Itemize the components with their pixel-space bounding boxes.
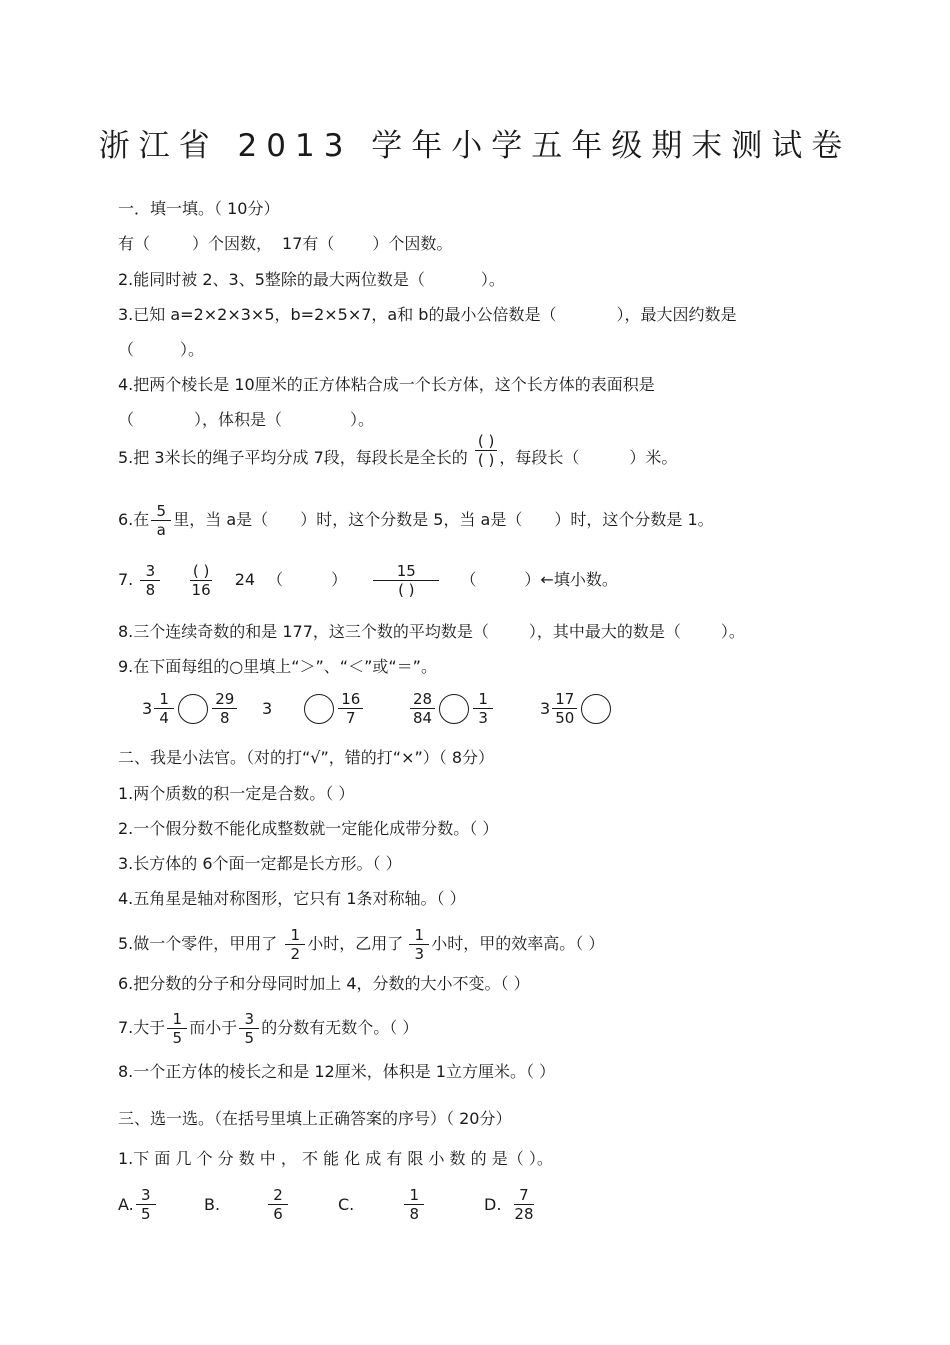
section-1-header: 一．填一填。（ 10分） — [118, 199, 280, 218]
fraction-3-8: $\frac{3}{8}$ — [140, 562, 160, 599]
document-title: 浙江省 2013 学年小学五年级期末测试卷 — [98, 128, 852, 164]
question-1-7: 7. $\frac{3}{8}$ $\frac{( )}{16}$ 24 （ ） $\frac{15}{( )}$ （ ）←填小数。 — [118, 562, 618, 599]
question-2-6: 6.把分数的分子和分母同时加上 4，分数的大小不变。（ ） — [118, 974, 530, 993]
question-2-7: 7.大于 $\frac{1}{5}$ 而小于 $\frac{3}{5}$ 的分数有无数个。（ ） — [118, 1010, 419, 1047]
compare-group-1: 3 $\frac{1}{4}$ $\frac{29}{8}$ — [142, 690, 239, 727]
question-1-0: 有（ ）个因数， 17有（ ）个因数。 — [118, 234, 453, 253]
section-3-header: 三、选一选。（在括号里填上正确答案的序号）（ 20分） — [118, 1109, 512, 1128]
question-1-6: 6.在 $\frac{5}{a}$ 里，当 a是（ ）时，这个分数是 5，当 a是（ ）时，这个分数是 1。 — [118, 502, 714, 539]
compare-circle[interactable] — [304, 694, 334, 724]
question-1-2: 2.能同时被 2、3、5整除的最大两位数是（ ）。 — [118, 270, 505, 289]
question-3-1: 1.下 面 几 个 分 数 中 ， 不 能 化 成 有 限 小 数 的 是（ ）。 — [118, 1149, 553, 1168]
question-1-4: 4.把两个棱长是 10厘米的正方体粘合成一个长方体，这个长方体的表面积是 — [118, 375, 655, 394]
compare-group-2: 3 $\frac{16}{7}$ — [262, 690, 365, 727]
question-1-4-cont: （ ），体积是（ ）。 — [118, 410, 375, 429]
compare-circle[interactable] — [178, 694, 208, 724]
question-2-4: 4.五角星是轴对称图形，它只有 1条对称轴。（ ） — [118, 889, 466, 908]
compare-group-4: 3 $\frac{17}{50}$ — [540, 690, 613, 727]
fraction-blank-16: $\frac{( )}{16}$ — [191, 562, 211, 599]
question-1-3: 3.已知 a=2×2×3×5，b=2×5×7，a和 b的最小公倍数是（ ），最大因约数是 — [118, 305, 737, 324]
option-d[interactable]: D. $\frac{7}{28}$ — [484, 1186, 534, 1223]
question-2-5: 5.做一个零件，甲用了 $\frac{1}{2}$ 小时，乙用了 $\frac{1}{3}$ 小时，甲的效率高。（ ） — [118, 926, 605, 963]
option-a[interactable]: A. $\frac{3}{5}$ — [118, 1186, 158, 1223]
question-2-2: 2.一个假分数不能化成整数就一定能化成带分数。（ ） — [118, 819, 499, 838]
section-2-header: 二、我是小法官。（对的打“√”，错的打“×”）（ 8分） — [118, 748, 495, 767]
compare-group-3: $\frac{28}{84}$ $\frac{1}{3}$ — [408, 690, 495, 727]
question-2-3: 3.长方体的 6个面一定都是长方形。（ ） — [118, 854, 402, 873]
question-1-3-cont: （ ）。 — [118, 340, 205, 359]
question-1-9: 9.在下面每组的○里填上“＞”、“＜”或“＝”。 — [118, 657, 437, 676]
question-1-5: 5.把 3米长的绳子平均分成 7段，每段长是全长的 $\frac{( )}{( )}$ ，每段长（ ）米。 — [118, 432, 678, 469]
question-2-1: 1.两个质数的积一定是合数。（ ） — [118, 784, 355, 803]
compare-circle[interactable] — [439, 694, 469, 724]
fraction-5-over-a: $\frac{5}{a}$ — [151, 502, 171, 539]
option-c[interactable]: C. $\frac{1}{8}$ — [338, 1186, 426, 1223]
compare-circle[interactable] — [581, 694, 611, 724]
fraction-blank: $\frac{( )}{( )}$ — [475, 432, 497, 469]
question-1-8: 8.三个连续奇数的和是 177，这三个数的平均数是（ ），其中最大的数是（ ）。 — [118, 622, 745, 641]
fraction-15-blank: $\frac{15}{( )}$ — [373, 562, 439, 599]
question-2-8: 8.一个正方体的棱长之和是 12厘米，体积是 1立方厘米。（ ） — [118, 1062, 556, 1081]
option-b[interactable]: B. $\frac{2}{6}$ — [204, 1186, 290, 1223]
